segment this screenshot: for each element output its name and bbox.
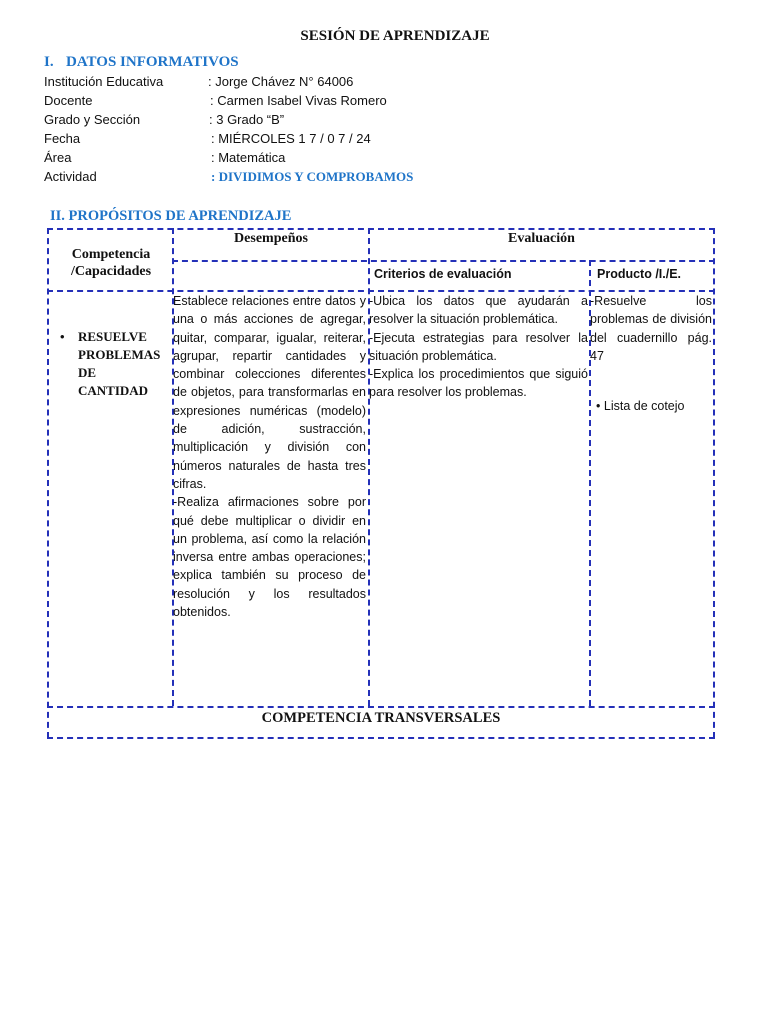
info-value: : 3 Grado “B”	[209, 112, 285, 127]
table-border-left	[47, 228, 49, 738]
section-number: I.	[44, 54, 54, 70]
transversales-heading: COMPETENCIA TRANSVERSALES	[261, 710, 501, 726]
info-value: : MIÉRCOLES 1 7 / 0 7 / 24	[211, 131, 371, 146]
info-key: Institución Educativa	[44, 74, 164, 89]
instrumento-cell	[596, 397, 714, 415]
info-key: Área	[44, 150, 72, 165]
section-propositos: II. PROPÓSITOS DE APRENDIZAJE	[50, 208, 292, 224]
instrumento-text: Lista de cotejo	[603, 399, 685, 413]
page-title: SESIÓN DE APRENDIZAJE	[300, 28, 490, 44]
criterio-item: -Explica los procedimientos que siguió para resolver los problemas.	[369, 367, 588, 400]
desempeno-item: Establece relaciones entre datos y una o más acciones de agregar, quitar, comparar, igualar, reiterar, agrupar, repartir cantidades y combinar colecciones diferentes de objetos, para transformarlas en expresiones numéricas (modelo) de adición, sustracción, multiplicación y división con números naturales de hasta tres cifras.	[173, 294, 366, 491]
competencia-text: RESUELVE PROBLEMAS DE CANTIDAD	[78, 329, 161, 398]
competencia-cell	[62, 328, 168, 400]
header-competencia: Competencia /Capacidades	[70, 247, 152, 279]
info-value: : Carmen Isabel Vivas Romero	[210, 93, 387, 108]
desempeno-item: -Realiza afirmaciones sobre por qué debe multiplicar o dividir en un problema, así como la relación inversa entre ambas operaciones; explica también su proceso de resolución y los resultados obtenidos.	[173, 495, 366, 620]
table-border-bottom	[47, 737, 715, 739]
info-key: Fecha	[44, 131, 81, 146]
criterio-item: -Ubica los datos que ayudarán a resolver la situación problemática.	[369, 294, 588, 327]
header-evaluacion: Evaluación	[508, 231, 575, 246]
bullet-icon: •	[60, 329, 65, 344]
header-criterios: Criterios de evaluación	[374, 267, 512, 281]
criterio-item: -Ejecuta estrategias para resolver la situación problemática.	[369, 330, 588, 363]
info-value: : Jorge Chávez N° 64006	[208, 74, 354, 89]
info-key: Grado y Sección	[44, 112, 141, 127]
section-label: DATOS INFORMATIVOS	[66, 54, 239, 70]
criterios-cell	[369, 292, 588, 402]
table-body-bottom	[47, 706, 715, 708]
section-datos-informativos	[44, 54, 239, 71]
table-header-divider	[172, 260, 715, 262]
info-value: : Matemática	[211, 150, 286, 165]
producto-cell: -Resuelve los problemas de división del cuadernillo pág. 47	[590, 294, 712, 363]
table-border-right	[713, 228, 715, 738]
info-key: Actividad	[44, 169, 97, 184]
header-producto: Producto /I./E.	[597, 267, 682, 281]
info-value: : DIVIDIMOS Y COMPROBAMOS	[211, 169, 414, 184]
info-key: Docente	[44, 93, 93, 108]
header-desempenos: Desempeños	[234, 231, 308, 246]
bullet-icon: •	[596, 399, 601, 413]
desempenos-cell	[173, 292, 366, 621]
